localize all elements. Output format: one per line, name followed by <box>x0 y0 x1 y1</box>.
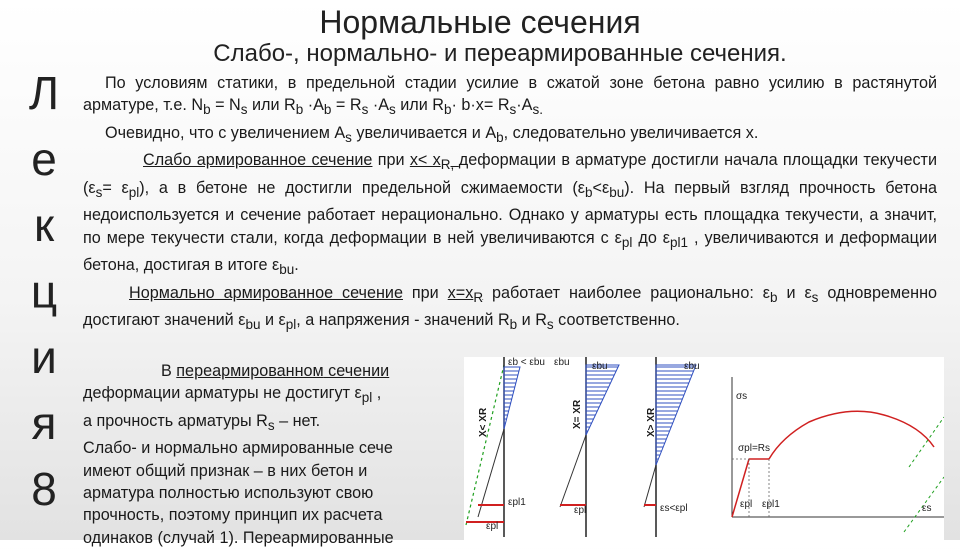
over-reinforced-text <box>83 360 458 549</box>
label-ebu-1: εbu <box>554 357 570 368</box>
label-epl1-graph: εpl1 <box>762 499 780 510</box>
label-eb-lt-ebu: εb < εbu <box>508 357 545 368</box>
side-letter: е <box>31 133 57 185</box>
text-line: прочность, поэтому принцип их расчета <box>83 506 383 525</box>
text-line: арматура полностью используют свою <box>83 483 374 502</box>
label-x-lt-xr: X< XR <box>478 407 489 437</box>
side-letter: к <box>33 199 55 251</box>
label-ebu-2: εbu <box>592 361 608 372</box>
label-epl-2: εpl <box>574 505 587 516</box>
label-epl-1: εpl <box>486 521 499 532</box>
text-line: деформации арматуры не достигут $\varepsilon_{pl}$ , <box>83 384 382 406</box>
side-letter: 8 <box>31 463 57 515</box>
strain-diagrams-figure <box>464 357 944 540</box>
text-line: а прочность арматуры $R_s$ – нет. <box>83 411 321 434</box>
side-letter: я <box>31 397 57 449</box>
side-letter: и <box>31 331 57 383</box>
text-line: имеют общий признак – в них бетон и <box>83 461 368 480</box>
side-letter: ц <box>30 265 58 317</box>
page-subtitle: Слабо-, нормально- и переармированные сечения. <box>213 40 787 67</box>
text-line: одинаков (случай 1). Переармированные <box>83 528 394 547</box>
paragraph-normally-reinforced: Нормально армированное сечение при $x=x_R$ работает наиболее рационально: $\varepsilon_b$ и $\varepsilon_s$ одновременно достигают значений $\varepsilon_{bu}$ и $\varepsilon_{pl}$, а напряжения - значений $R_b$ и $R_s$ соответственно. <box>83 283 938 333</box>
label-sigma-pl-rs: σpl=Rs <box>738 443 771 454</box>
side-letter: Л <box>28 67 60 119</box>
label-es-lt-epl: εs<εpl <box>660 503 688 514</box>
text-line: В переармированном сечении <box>161 362 390 380</box>
strain-diagram-normally-reinforced <box>560 357 619 537</box>
label-ebu-3: εbu <box>684 361 700 372</box>
label-x-eq-xr: X= XR <box>572 399 583 429</box>
page-title: Нормальные сечения <box>319 4 641 40</box>
text-line: Слабо- и нормально армированные сече <box>83 439 393 458</box>
strain-diagrams-svg <box>464 357 944 540</box>
paragraph-equilibrium: По условиям статики, в предельной стадии усилие в сжатой зоне бетона равно усилию в растянутой арматуре, т.е. $N_b = N_s$ или $R_b \cdot A_b = R_s \cdot A_s$ или $R_b\cdot b\cdot x= R_s\cdot A_{s.}$ <box>83 74 937 118</box>
label-x-gt-xr: X> XR <box>646 407 657 437</box>
side-lecture-label <box>14 60 74 522</box>
decorative-lines <box>904 417 944 532</box>
label-epl-graph: εpl <box>740 499 753 510</box>
paragraph-obvious: Очевидно, что с увеличением $A_s$ увеличивается и $A_b$, следовательно увеличивается x. <box>105 123 759 146</box>
paragraph-under-reinforced: Слабо армированное сечение при $x< x_{R,}$ деформации в арматуре достигли начала площадки текучести $(\varepsilon_s= \varepsilon_{pl})$, а в бетоне не достигли предельной сжимаемости $(\varepsilon_b<\varepsilon_{bu})$. На первый взгляд прочность бетона недоиспользуется и сечение работает нерационально. Однако у арматуры есть площадка текучести, а значит, по мере текучести стали, когда деформации в ней увеличиваются с $\varepsilon_{pl}$ до $\varepsilon_{pl1}$ , увеличиваются и деформации бетона, достигая в итоге $\varepsilon_{bu}$. <box>83 151 938 278</box>
label-es-axis: εs <box>922 503 932 514</box>
strain-diagram-under-reinforced <box>466 357 520 537</box>
label-sigma-s: σs <box>736 391 748 402</box>
lecture-text <box>83 72 937 337</box>
label-epl1: εpl1 <box>508 497 526 508</box>
